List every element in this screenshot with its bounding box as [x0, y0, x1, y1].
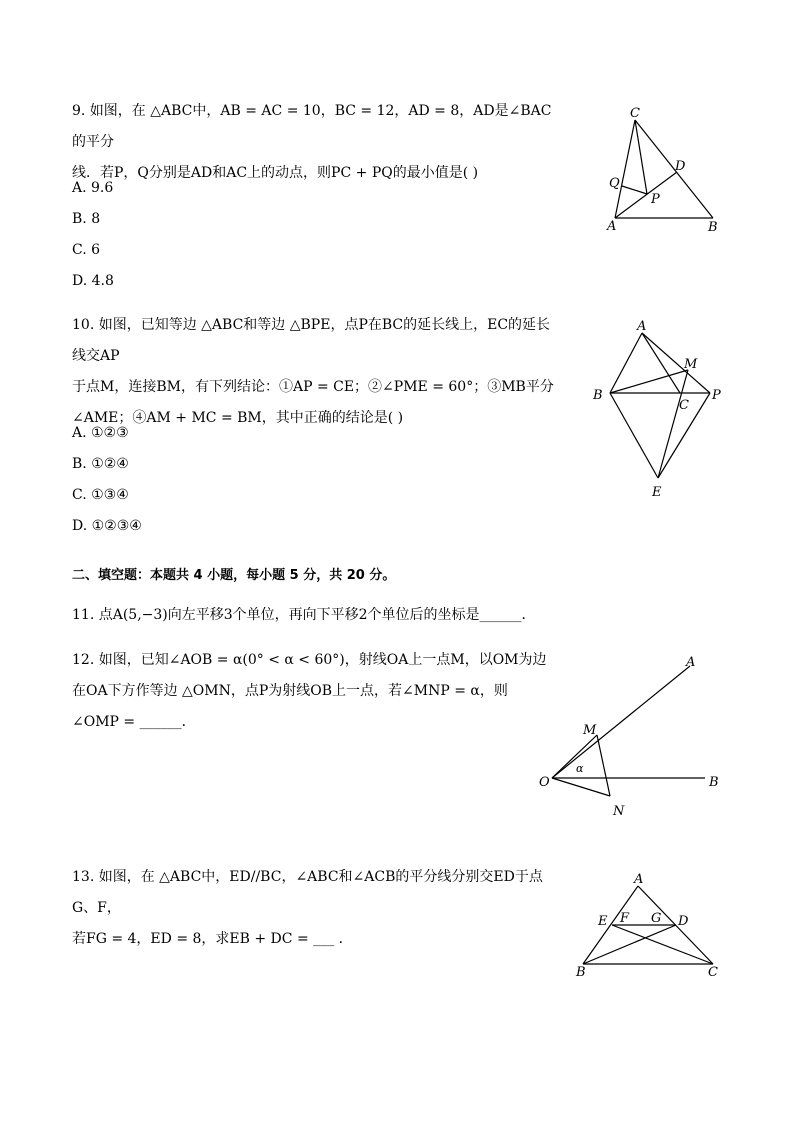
- question-12-line-3: ∠OMP = ______．: [72, 714, 196, 730]
- q12-label-alpha: α: [576, 762, 584, 775]
- question-11-line-1: 11. 点A(5,−3)向左平移3个单位，再向下平移2个单位后的坐标是______．: [72, 607, 536, 623]
- q13-label-a: A: [634, 872, 644, 887]
- section-2-heading: 二、填空题：本题共 4 小题，每小题 5 分，共 20 分。: [72, 568, 396, 583]
- q12-label-a: A: [686, 655, 696, 670]
- q9-option-b: B. 8: [72, 211, 101, 227]
- q12-label-b: B: [709, 775, 719, 790]
- q13-label-e: E: [598, 914, 608, 929]
- q13-label-c: C: [708, 965, 718, 980]
- q10-label-p: P: [712, 388, 721, 403]
- q10-option-b: B. ①②④: [72, 456, 129, 472]
- question-13-line-1: 13. 如图，在 △ABC中，ED//BC，∠ABC和∠ACB的平分线分别交ED于点G、F，: [72, 869, 543, 916]
- question-13-line-2: 若FG = 4，ED = 8，求EB + DC = ___ ．: [72, 931, 353, 947]
- question-12-line-2: 在OA下方作等边 △OMN，点P为射线OB上一点，若∠MNP = α，则: [72, 683, 508, 699]
- q10-label-e: E: [652, 485, 662, 500]
- question-10: [72, 310, 562, 434]
- question-9: [72, 96, 562, 189]
- q12-label-n: N: [613, 804, 625, 819]
- question-9-line-2: 线．若P，Q分别是AD和AC上的动点，则PC + PQ的最小值是( ): [72, 165, 479, 181]
- q9-option-d: D. 4.8: [72, 273, 114, 289]
- q9-label-a: A: [607, 219, 617, 234]
- q10-label-c: C: [679, 398, 689, 413]
- q10-option-d: D. ①②③④: [72, 518, 142, 534]
- q12-label-o: O: [539, 775, 550, 790]
- q13-figure: [568, 868, 738, 983]
- q9-label-d: D: [675, 159, 686, 174]
- q13-label-d: D: [678, 914, 689, 929]
- question-10-line-3: ∠AME；④AM + MC = BM，其中正确的结论是( ): [72, 410, 404, 426]
- q9-label-c: C: [630, 106, 640, 121]
- q9-option-a: A. 9.6: [72, 180, 114, 196]
- q12-figure: [530, 648, 730, 823]
- question-12: [72, 645, 562, 738]
- q10-option-a: A. ①②③: [72, 425, 129, 441]
- q10-figure: [590, 315, 730, 505]
- q13-label-g: G: [651, 911, 662, 926]
- q9-option-c: C. 6: [72, 242, 101, 258]
- q10-label-m: M: [684, 357, 698, 372]
- question-13: [72, 862, 562, 955]
- question-12-line-1: 12. 如图，已知∠AOB = α(0° < α < 60°)，射线OA上一点M，以OM为边: [72, 652, 547, 668]
- question-11: [72, 600, 632, 631]
- q12-label-m: M: [583, 723, 597, 738]
- q10-label-b: B: [593, 388, 603, 403]
- q9-label-p: P: [651, 192, 660, 207]
- q10-label-a: A: [637, 319, 647, 334]
- q9-label-q: Q: [609, 176, 620, 191]
- question-9-line-1: 9. 如图，在 △ABC中，AB = AC = 10，BC = 12，AD = 8，AD是∠BAC的平分: [72, 103, 552, 150]
- q9-label-b: B: [708, 220, 718, 235]
- q10-option-c: C. ①③④: [72, 487, 129, 503]
- question-10-line-2: 于点M，连接BM，有下列结论：①AP = CE；②∠PME = 60°；③MB平分: [72, 379, 554, 395]
- q13-label-b: B: [576, 965, 586, 980]
- q13-label-f: F: [620, 911, 630, 926]
- q9-figure: [595, 100, 735, 240]
- question-10-line-1: 10. 如图，已知等边 △ABC和等边 △BPE，点P在BC的延长线上，EC的延长线交AP: [72, 317, 551, 364]
